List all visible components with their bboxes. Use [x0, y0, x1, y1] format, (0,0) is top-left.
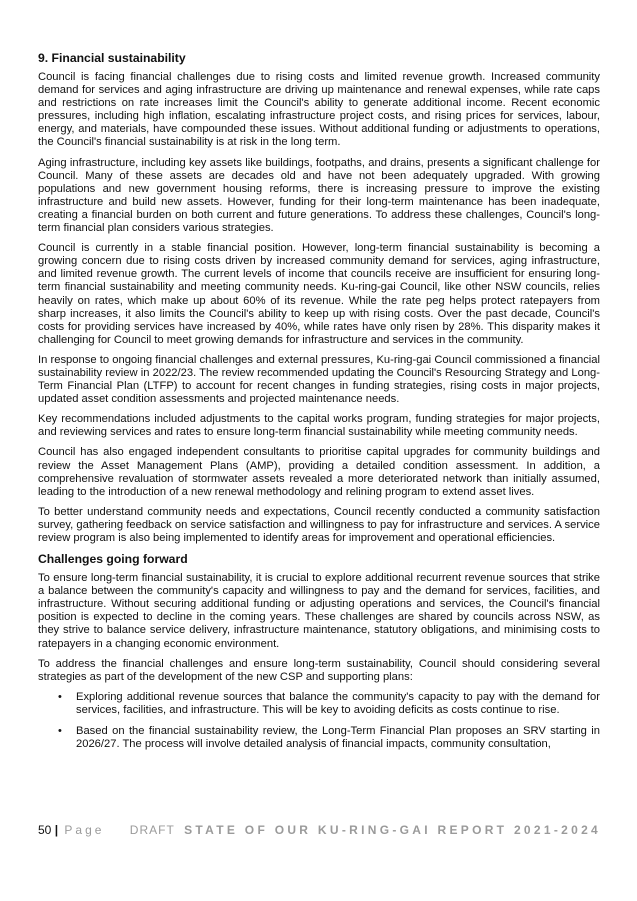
page-number: 50 — [38, 823, 52, 837]
paragraph: Aging infrastructure, including key assets like buildings, footpaths, and drains, presents a significant challenge for Council. Many of these assets are decades old and have not been adequately upgraded. With growing populations and new government housing reforms, there is increasing pressure to improve the existing infrastructure and build new assets. However, funding for their long-term maintenance has been inadequate, creating a financial burden on both current and future generations. To address these challenges, Council's long-term financial plan considers various strategies. — [38, 156, 600, 235]
footer-separator: | — [54, 823, 59, 837]
paragraph: Council has also engaged independent consultants to prioritise capital upgrades for community buildings and review the Asset Management Plans (AMP), providing a detailed condition assessment. In addition, a comprehensive revaluation of stormwater assets revealed a more deteriorated network than initially assumed, leading to the introduction of a new renewal methodology and relining program to extend asset lives. — [38, 446, 600, 498]
list-item — [38, 691, 600, 717]
paragraph: Key recommendations included adjustments to the capital works program, funding strategies for major projects, and reviewing services and rates to ensure long-term financial sustainability while meeting community needs. — [38, 413, 600, 439]
page-label: Page — [64, 823, 105, 837]
paragraph: To address the financial challenges and ensure long-term sustainability, Council should considering several strategies as part of the development of the new CSP and supporting plans: — [38, 657, 600, 683]
list-item-text: Exploring additional revenue sources that balance the community's capacity to pay with the demand for services, facilities, and infrastructure. This will be key to avoiding deficits as costs continue to rise. — [76, 690, 600, 716]
page-footer — [38, 823, 600, 839]
paragraph: Council is facing financial challenges due to rising costs and limited revenue growth. Increased community demand for services and aging infrastructure are driving up maintenance and renewal expenses, while rate caps and restrictions on rate increases limit the Council's ability to generate additional income. Recent economic pressures, including high inflation, escalating infrastructure project costs, and rising prices for services, labour, energy, and materials, have compounded these issues. Without additional funding or adjustments to operations, the Council's financial sustainability is at risk in the long term. — [38, 71, 600, 149]
bullet-list — [38, 691, 600, 751]
bullet-icon: • — [58, 725, 62, 738]
paragraph: To ensure long-term financial sustainability, it is crucial to explore additional recurrent revenue sources that strike a balance between the community's capacity and willingness to pay and the demand for services, facilities, and infrastructure. Without securing additional funding or adjusting operations and services, the Council's financial position is expected to decline in the coming years. These challenges are shared by councils across NSW, as they strive to balance service delivery, infrastructure maintenance, statutory obligations, and minimising costs to ratepayers in a changing economic environment. — [38, 572, 600, 650]
bullet-icon: • — [58, 690, 62, 703]
subheading: Challenges going forward — [38, 552, 188, 567]
report-title: STATE OF OUR KU-RING-GAI REPORT 2021-2024 — [184, 823, 602, 837]
paragraph: To better understand community needs and expectations, Council recently conducted a community satisfaction survey, gathering feedback on service satisfaction and willingness to pay for infrastructure and services. A service review program is also being implemented to identify areas for improvement and operational efficiencies. — [38, 505, 600, 544]
draft-label: DRAFT — [129, 823, 175, 837]
paragraph: Council is currently in a stable financial position. However, long-term financial sustainability is becoming a growing concern due to rising costs driven by increased community demand for services, aging infrastructure, and limited revenue growth. The current levels of income that councils receive are insufficient for ensuring long-term financial sustainability and meeting community needs. Ku-ring-gai Council, like other NSW councils, relies heavily on rates, which make up about 60% of its revenue. While the rate peg helps protect ratepayers from sharp increases, it also limits the Council's ability to keep up with rising costs. Over the past decade, Council's costs for providing services have increased by 40%, while rates have only risen by 28%. This disparity makes it challenging for Council to meet growing demands for infrastructure and services in the community. — [38, 242, 600, 346]
paragraph: In response to ongoing financial challenges and external pressures, Ku-ring-gai Council commissioned a financial sustainability review in 2022/23. The review recommended updating the Council's Resourcing Strategy and Long-Term Financial Plan (LTFP) to account for recent changes in funding strategies, rising costs in major projects, updated asset condition assessments and projected maintenance needs. — [38, 353, 600, 406]
list-item — [38, 725, 600, 751]
list-item-text: Based on the financial sustainability review, the Long-Term Financial Plan proposes an SRV starting in 2026/27. The process will involve detailed analysis of financial impacts, community consultation, — [76, 725, 600, 751]
page-content — [38, 51, 600, 759]
section-heading: 9. Financial sustainability — [38, 51, 186, 65]
